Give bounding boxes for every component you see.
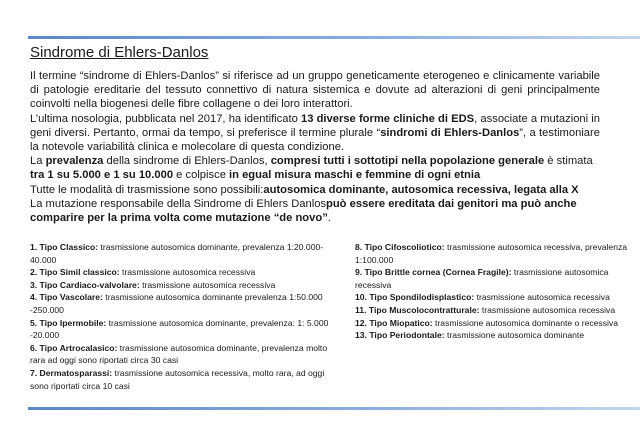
list-item: [30, 317, 330, 342]
text-span: ”, a testimoniare la notevole variabilità clinica e molecolare di questa condizione.: [30, 126, 600, 154]
top-divider: [28, 36, 640, 39]
type-name: 1. Tipo Classico:: [30, 242, 99, 252]
list-item: [30, 291, 330, 316]
list-item: [30, 266, 330, 279]
bold-text-sexes: in egual misura maschi e femmine di ogni etnia: [229, 169, 481, 182]
bold-text-prevalence: prevalenza: [45, 155, 104, 168]
intro-paragraph-nosology: [30, 112, 600, 155]
type-desc: trasmissione autosomica dominante, prevalenza 1:20.000-40.000: [30, 242, 324, 265]
text-span: L’ultima nosologia, pubblicata nel 2017, ha identificato: [30, 112, 301, 125]
type-desc: trasmissione autosomica recessiva: [355, 267, 609, 290]
type-name: 8. Tipo Cifoscoliotico:: [355, 242, 445, 252]
type-desc: trasmissione autosomica recessiva: [139, 279, 276, 290]
type-desc: trasmissione autosomica recessiva: [119, 267, 256, 278]
text-span: La mutazione responsabile della Sindrome di Ehlers Danlos: [30, 197, 327, 210]
type-name: 9. Tipo Brittle cornea (Cornea Fragile):: [355, 267, 512, 278]
list-item: [30, 241, 330, 266]
bold-text-modes: autosomica dominante, autosomica recessiva, legata alla X: [263, 183, 579, 196]
intro-paragraph-prevalence: [30, 154, 600, 182]
list-item: [30, 367, 330, 392]
list-item: [355, 241, 630, 266]
intro-text: [30, 69, 600, 225]
bold-text-subtypes: compresi tutti i sottotipi nella popolazione generale: [270, 155, 545, 168]
text-span: Tutte le modalità di trasmissione sono possibili:: [30, 183, 264, 196]
intro-paragraph-transmission: [30, 183, 600, 197]
bold-text-ratio: tra 1 su 5.000 e 1 su 10.000: [30, 169, 174, 182]
text-span: della sindrome di Ehlers-Danlos,: [103, 155, 271, 168]
type-desc: trasmissione autosomica dominante: [444, 330, 585, 341]
bold-text-de-novo: può essere ereditata dai genitori ma può anche comparire per la prima volta come mutazione “de novo”: [30, 197, 577, 225]
intro-paragraph-mutation: [30, 197, 600, 225]
text-span: .: [327, 212, 331, 225]
text-span: è stimata: [544, 155, 593, 168]
list-item: [30, 279, 330, 292]
type-desc: trasmissione autosomica dominante prevalenza 1:50.000 -250.000: [30, 292, 323, 315]
bottom-divider: [28, 407, 640, 410]
type-name: 6. Tipo Artrocalasico:: [30, 342, 118, 353]
type-desc: trasmissione autosomica recessiva: [474, 292, 610, 303]
type-name: 2. Tipo Simil classico:: [30, 267, 120, 278]
type-desc: trasmissione autosomica recessiva: [479, 304, 616, 315]
list-item: [355, 329, 630, 342]
list-item: [355, 291, 630, 304]
bold-text-plural-term: sindromi di Ehlers-Danlos: [380, 126, 520, 139]
bold-text-13-forms: 13 diverse forme cliniche di EDS: [300, 112, 475, 125]
text-span: e colpisce: [173, 169, 230, 182]
type-name: 4. Tipo Vascolare:: [30, 292, 103, 303]
types-list-right: [355, 241, 630, 342]
intro-paragraph-definition: Il termine “sindrome di Ehlers-Danlos” si riferisce ad un gruppo geneticamente eterogeneo e clinicamente variabile di patologie ereditarie del tessuto connettivo di natura sistemica e dovute ad alterazioni di geni principalmente coinvolti nella biogenesi delle fibre collagene o dei loro interattori.: [30, 70, 600, 111]
type-desc: trasmissione autosomica dominante, prevalenza molto rara ad oggi sono riportati circa 30 casi: [30, 342, 328, 366]
text-span: La: [30, 155, 46, 168]
type-name: 5. Tipo Ipermobile:: [30, 317, 107, 328]
list-item: [30, 342, 330, 367]
type-desc: trasmissione autosomica recessiva, molto rara, ad oggi sono riportati circa 10 casi: [30, 367, 325, 391]
list-item: [355, 266, 630, 291]
type-name: 11. Tipo Muscolocontratturale:: [355, 304, 480, 315]
type-name: 10. Tipo Spondilodisplastico:: [355, 292, 475, 303]
type-name: 7. Dermatosparassi:: [30, 367, 113, 378]
types-list-left: [30, 241, 330, 392]
list-item: [355, 304, 630, 317]
text-span: , associate a mutazioni in geni diversi. Pertanto, ormai da tempo, si preferisce il termine plurale “: [30, 112, 600, 139]
list-item: [355, 317, 630, 330]
type-desc: trasmissione autosomica dominante o recessiva: [432, 317, 618, 328]
type-desc: trasmissione autosomica dominante, prevalenza: 1: 5.000 -20.000: [30, 317, 329, 341]
type-name: 3. Tipo Cardiaco-valvolare:: [30, 279, 140, 290]
type-name: 13. Tipo Periodontale:: [355, 330, 445, 341]
type-desc: trasmissione autosomica recessiva, prevalenza 1:100.000: [355, 242, 628, 265]
type-name: 12. Tipo Miopatico:: [355, 317, 433, 328]
page-title: Sindrome di Ehlers-Danlos: [30, 44, 209, 61]
